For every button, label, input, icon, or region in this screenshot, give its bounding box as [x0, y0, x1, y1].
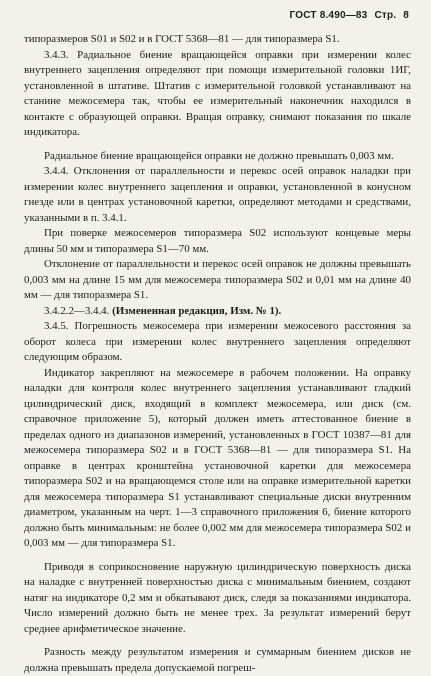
paragraph: Радиальное биение вращающейся оправки не должно превышать 0,003 мм.: [44, 149, 394, 162]
amendment-range: 3.4.2.2—3.4.4.: [44, 304, 113, 317]
page-label: Стр.: [374, 10, 397, 21]
paragraph: типоразмеров S01 и S02 и в ГОСТ 5368—81 — для типоразмера S1.: [24, 33, 340, 45]
paragraph: 3.4.4. Отклонения от параллельности и перекос осей оправок наладки при измерении колес внутреннего зацепления и оправки, установленной в конусном гнезде или в центрах установочной каретки, определяют методами и средствами, указанными в п. 3.4.1.: [24, 165, 411, 224]
paragraph-amendment: [24, 304, 411, 320]
page-number: 8: [403, 10, 409, 21]
amendment-note: (Измененная редакция, Изм. № 1).: [112, 304, 282, 317]
paragraph: 3.4.5. Погрешность межосемера при измерении межосевого расстояния за оборот колеса при измерении колес внутреннего зацепления определяют следующим образом.: [24, 320, 411, 363]
standard-number: ГОСТ 8.490—83: [289, 10, 368, 21]
paragraph: При поверке межосемеров типоразмера S02 используют концевые меры длины 50 мм и типоразмера S1—70 мм.: [24, 227, 411, 255]
paragraph: Разность между результатом измерения и суммарным биением дисков не должна превышать предела допускаемой погреш-: [24, 646, 411, 674]
paragraph: Приводя в соприкосновение наружную цилиндрическую поверхность диска на наладке с внутренней поверхностью диска с минимальным биением, создают натяг на индикаторе 0,2 мм и обкатывают диск, следя за показаниями индикатора. Число измерений должно быть не менее трех. За результат измерений берут среднее арифметическое значение.: [24, 560, 411, 635]
paragraph: Отклонение от параллельности и перекос осей оправок не должны превышать 0,003 мм на длине 15 мм для межосемера типоразмера S02 и 0,01 мм на длине 40 мм — для типоразмера S1.: [24, 258, 411, 301]
page-header: [286, 10, 409, 21]
paragraph: 3.4.3. Радиальное биение вращающейся оправки при измерении колес внутреннего зацепления определяют при помощи измерительной головки 1ИГ, установленной в штативе. Штатив с измерительной головкой устанавливают на станине межосемера так, чтобы ее измерительный наконечник находился в контакте с образующей оправки. Вращая оправку, снимают показания по шкале индикатора.: [24, 48, 411, 138]
paragraph: Индикатор закрепляют на межосемере в рабочем положении. На оправку наладки для контроля колес внутреннего зацепления устанавливают гладкий цилиндрический диск, входящий в комплект межосемера, или диск (см. справочное приложение 5), который должен иметь аттестованное биение в пределах одного из диапазонов измерений, установленных в ГОСТ 10387—81 для межосемера типоразмера S02 и в ГОСТ 5368—81 — для типоразмера S1. На оправке в центрах кронштейна установочной каретки для межосемера типоразмера S02 и на вращающемся столе или на оправке измерительной каретки для межосемера типоразмера S1 устанавливают специальные диски внутренним диаметром, указанным на черт. 1—3 справочного приложения 6, биение которого должно быть минимальным: не более 0,002 мм для межосемера типоразмера S02 и 0,003 мм — для типоразмера S1.: [24, 366, 411, 549]
document-body: [24, 32, 411, 676]
